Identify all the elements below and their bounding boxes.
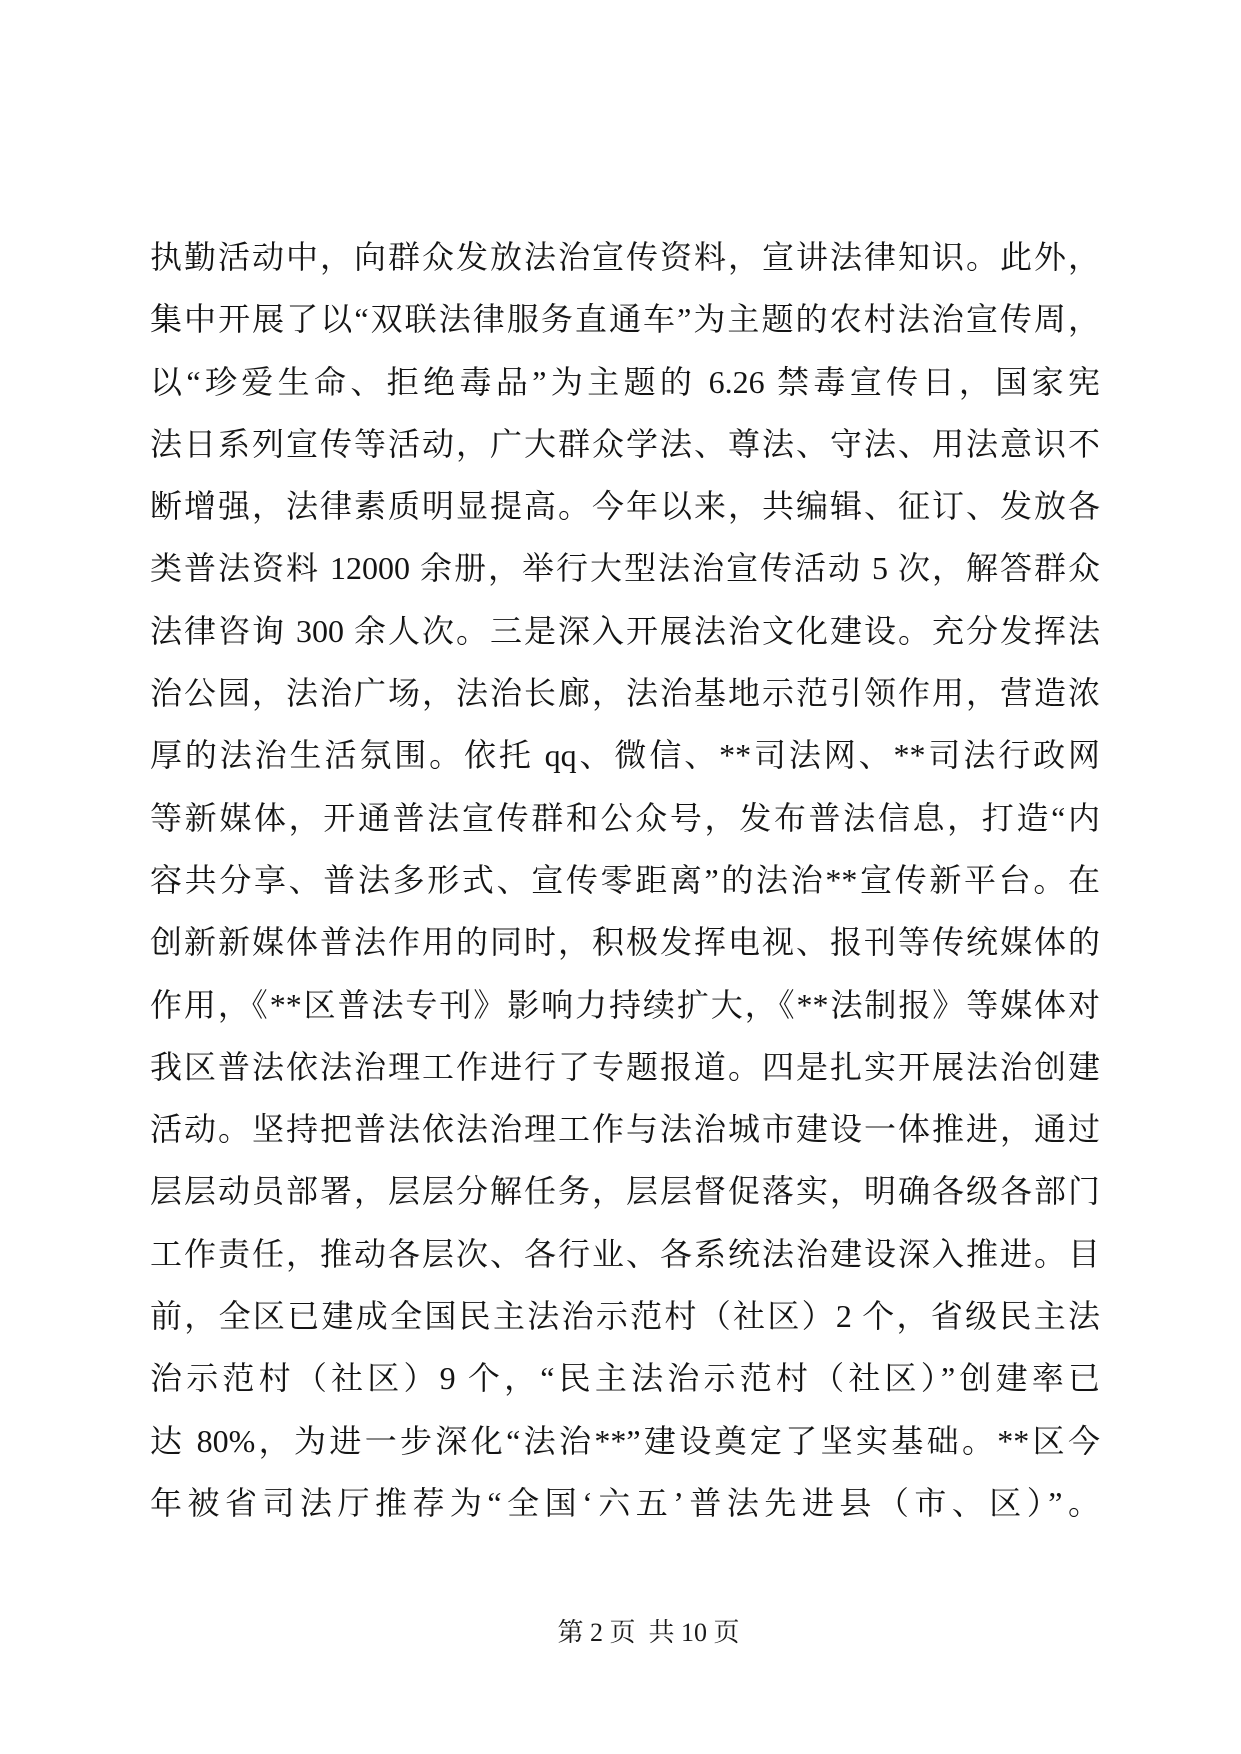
- text-line: 我区普法依法治理工作进行了专题报道。四是扎实开展法治创建: [150, 1048, 1100, 1085]
- text-line: 执勤活动中，向群众发放法治宣传资料，宣讲法律知识。此外，: [150, 239, 1100, 275]
- text-line: 法日系列宣传等活动，广大群众学法、尊法、守法、用法意识不: [150, 425, 1100, 462]
- text-line: 容共分享、普法多形式、宣传零距离”的法治**宣传新平台。在: [150, 861, 1100, 898]
- text-line: 治公园，法治广场，法治长廊，法治基地示范引领作用，营造浓: [150, 675, 1100, 712]
- text-line: 治示范村（社区）9 个，“民主法治示范村（社区）”创建率已: [150, 1360, 1100, 1397]
- text-line: 等新媒体，开通普法宣传群和公众号，发布普法信息，打造“内: [150, 799, 1100, 836]
- document-body: [150, 226, 1100, 1534]
- text-line: 层层动员部署，层层分解任务，层层督促落实，明确各级各部门: [150, 1173, 1100, 1210]
- text-line: 集中开展了以“双联法律服务直通车”为主题的农村法治宣传周，: [150, 301, 1100, 338]
- text-line: 活动。坚持把普法依法治理工作与法治城市建设一体推进，通过: [150, 1111, 1100, 1148]
- text-line: 工作责任，推动各层次、各行业、各系统法治建设深入推进。目: [150, 1235, 1100, 1272]
- page-footer: [0, 1612, 1241, 1649]
- text-line: 以“珍爱生命、拒绝毒品”为主题的 6.26 禁毒宣传日，国家宪: [150, 363, 1100, 400]
- page-number: 第 2 页 共 10 页: [557, 1618, 740, 1647]
- text-line: 年被省司法厅推荐为“全国‘六五’普法先进县（市、区）”。: [150, 1484, 1100, 1521]
- text-line: 法律咨询 300 余人次。三是深入开展法治文化建设。充分发挥法: [150, 612, 1100, 649]
- text-line: 断增强，法律素质明显提高。今年以来，共编辑、征订、发放各: [150, 488, 1100, 525]
- text-line: 达 80%，为进一步深化“法治**”建设奠定了坚实基础。**区今: [150, 1422, 1100, 1459]
- text-line: 类普法资料 12000 余册，举行大型法治宣传活动 5 次，解答群众: [150, 550, 1100, 587]
- text-line: 厚的法治生活氛围。依托 qq、微信、**司法网、**司法行政网: [150, 737, 1100, 774]
- text-line: 作用，《**区普法专刊》影响力持续扩大，《**法制报》等媒体对: [150, 986, 1100, 1023]
- text-line: 创新新媒体普法作用的同时，积极发挥电视、报刊等传统媒体的: [150, 924, 1100, 961]
- text-line: 前，全区已建成全国民主法治示范村（社区）2 个，省级民主法: [150, 1298, 1100, 1335]
